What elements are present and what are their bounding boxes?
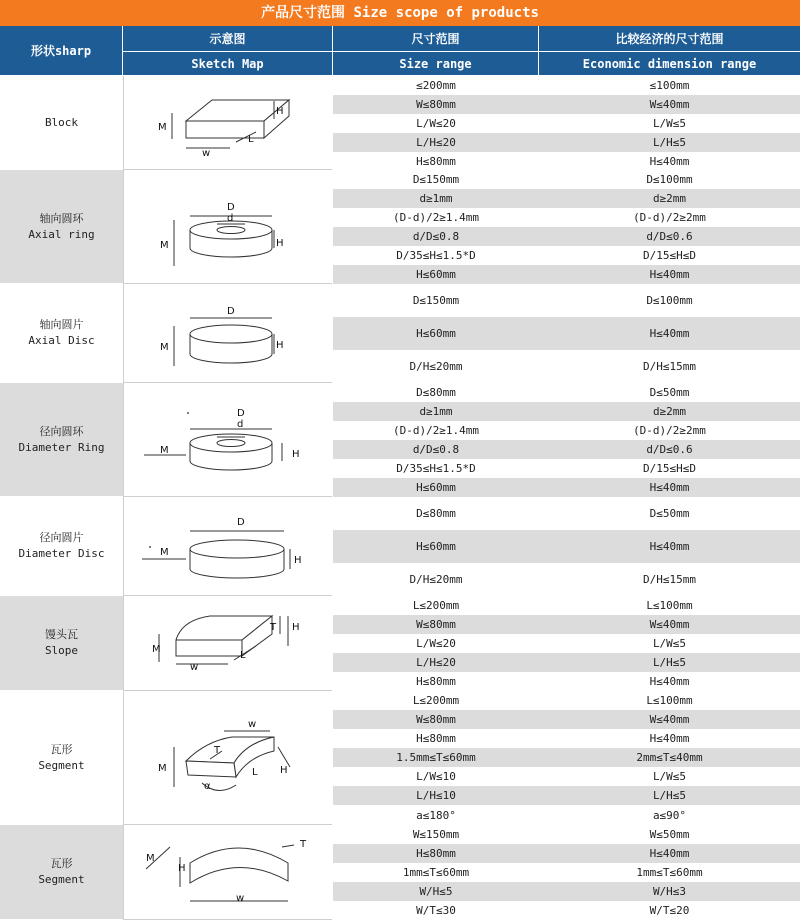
sketch-label-d-outer: D — [237, 408, 245, 419]
economic-range-cell: D/H≤15mm — [539, 350, 800, 383]
size-range-cell: L/W≤20 — [333, 114, 539, 133]
size-range-cell: d/D≤0.8 — [333, 440, 539, 459]
size-range-cell: W≤80mm — [333, 615, 539, 634]
shape-name-en: Block — [44, 115, 79, 129]
header-shape: 形状sharp — [0, 26, 123, 76]
shape-name-cell — [0, 76, 123, 170]
header-sketch-en: Sketch Map — [123, 52, 333, 76]
sketch-label-l: L — [240, 650, 246, 661]
sketch-label-l: L — [248, 134, 254, 145]
sketch-cell — [123, 825, 332, 920]
economic-range-cell: (D-d)/2≥2mm — [539, 421, 800, 440]
size-range-cell: L≤200mm — [333, 596, 539, 615]
economic-range-cell: L≤100mm — [539, 596, 800, 615]
economic-range-cell: H≤40mm — [539, 265, 800, 284]
header-sketch-cn: 示意图 — [123, 26, 333, 52]
economic-range-cell: H≤40mm — [539, 844, 800, 863]
sketch-label-h: H — [294, 555, 302, 566]
sketch-label-d-inner: d — [237, 419, 244, 430]
shape-name-cell — [0, 284, 123, 383]
shape-name-en: Diameter Ring — [18, 440, 105, 454]
economic-range-cell: W/H≤3 — [539, 882, 800, 901]
economic-range-cell: H≤40mm — [539, 672, 800, 691]
sketch-label-h: H — [292, 622, 300, 633]
economic-range-cell: H≤40mm — [539, 478, 800, 497]
shape-name-en: Axial ring — [28, 227, 95, 241]
size-range-cell: D/H≤20mm — [333, 350, 539, 383]
sketch-label-m: M — [160, 240, 169, 251]
page-title: 产品尺寸范围 Size scope of products — [0, 0, 800, 26]
size-range-cell: W≤80mm — [333, 710, 539, 729]
economic-range-cell: L/H≤5 — [539, 786, 800, 805]
sketch-cell — [123, 76, 332, 170]
economic-range-cell: L/H≤5 — [539, 653, 800, 672]
segment-sketch — [124, 691, 333, 825]
economic-range-cell: W≤40mm — [539, 95, 800, 114]
shape-name-cell — [0, 596, 123, 691]
economic-range-cell: W/T≤20 — [539, 901, 800, 920]
shape-name-cn: 馒头瓦 — [45, 628, 78, 641]
economic-range-cell: d/D≤0.6 — [539, 440, 800, 459]
size-range-cell: (D-d)/2≥1.4mm — [333, 208, 539, 227]
sketch-label-h: H — [276, 238, 284, 249]
shape-name-cn: 径向圆片 — [39, 531, 84, 544]
sketch-cell — [123, 284, 332, 383]
size-range-cell: d≥1mm — [333, 402, 539, 421]
sketch-label-w: w — [202, 148, 211, 159]
sketch-cell — [123, 497, 332, 596]
size-range-cell: H≤60mm — [333, 317, 539, 350]
economic-range-cell: W≤40mm — [539, 710, 800, 729]
size-range-cell: W≤150mm — [333, 825, 539, 844]
slope-sketch — [124, 596, 333, 691]
sketch-label-w: w — [248, 719, 257, 730]
economic-range-cell: W≤40mm — [539, 615, 800, 634]
size-range-cell: ≤200mm — [333, 76, 539, 95]
sketch-label-t: T — [214, 745, 221, 756]
size-range-cell: (D-d)/2≥1.4mm — [333, 421, 539, 440]
shape-name-cn: 径向圆环 — [39, 424, 84, 438]
sketch-label-d-outer: D — [227, 202, 235, 213]
size-range-cell: 1.5mm≤T≤60mm — [333, 748, 539, 767]
economic-range-cell: H≤40mm — [539, 729, 800, 748]
economic-range-cell: W≤50mm — [539, 825, 800, 844]
economic-range-cell: D≤100mm — [539, 170, 800, 189]
economic-range-cell: (D-d)/2≥2mm — [539, 208, 800, 227]
size-range-cell: L/W≤10 — [333, 767, 539, 786]
header-econ-en: Economic dimension range — [539, 52, 800, 76]
economic-range-cell: 1mm≤T≤60mm — [539, 863, 800, 882]
economic-range-cell: L/W≤5 — [539, 634, 800, 653]
economic-range-cell: D/H≤15mm — [539, 563, 800, 596]
block-sketch — [124, 76, 333, 170]
size-range-cell: W/T≤30 — [333, 901, 539, 920]
sketch-label-h: H — [276, 106, 284, 117]
header-size-en: Size range — [333, 52, 539, 76]
economic-range-cell: H≤40mm — [539, 530, 800, 563]
size-range-cell: d≥1mm — [333, 189, 539, 208]
sketch-cell — [123, 596, 332, 691]
shape-name-en: Segment — [38, 873, 85, 886]
axial-disc-sketch — [124, 284, 333, 383]
sketch-label-m: M — [160, 342, 169, 353]
economic-range-cell: d/D≤0.6 — [539, 227, 800, 246]
economic-range-cell: ≤100mm — [539, 76, 800, 95]
header-econ-cn: 比较经济的尺寸范围 — [539, 26, 800, 52]
shape-name-cell — [0, 170, 123, 284]
sketch-label-t: T — [270, 622, 277, 633]
economic-range-cell: L/H≤5 — [539, 133, 800, 152]
diameter-ring-sketch — [124, 383, 333, 497]
size-range-cell: H≤60mm — [333, 478, 539, 497]
sketch-label-l: L — [252, 767, 258, 778]
sketch-label-m: M — [160, 547, 169, 558]
size-range-cell: H≤60mm — [333, 530, 539, 563]
sketch-label-t: T — [300, 839, 307, 850]
size-range-cell: D≤80mm — [333, 497, 539, 530]
shape-name-en: Diameter Disc — [18, 547, 105, 560]
economic-range-cell: D/15≤H≤D — [539, 459, 800, 478]
economic-range-cell: d≥2mm — [539, 402, 800, 421]
segment-arc-sketch — [124, 825, 333, 919]
sketch-label-a: α — [204, 781, 211, 792]
axial-ring-sketch — [124, 170, 333, 284]
shape-name-cell — [0, 691, 123, 825]
shape-name-en: Axial Disc — [28, 334, 95, 347]
shape-name-en: Slope — [44, 644, 79, 657]
size-range-cell: H≤80mm — [333, 844, 539, 863]
shape-name-cn: 瓦形 — [50, 742, 73, 756]
shape-name-cell — [0, 825, 123, 920]
shape-name-cn: 瓦形 — [50, 857, 73, 870]
economic-range-cell: D/15≤H≤D — [539, 246, 800, 265]
economic-range-cell: 2mm≤T≤40mm — [539, 748, 800, 767]
economic-range-cell: D≤100mm — [539, 284, 800, 317]
size-range-cell: H≤60mm — [333, 265, 539, 284]
size-range-cell: L/H≤20 — [333, 653, 539, 672]
sketch-label-h: H — [292, 449, 300, 460]
sketch-label-d: D — [227, 306, 235, 317]
size-range-cell: W≤80mm — [333, 95, 539, 114]
shape-name-cn: 轴向圆片 — [39, 318, 84, 331]
economic-range-cell: H≤40mm — [539, 152, 800, 170]
size-range-cell: L/H≤10 — [333, 786, 539, 805]
diameter-disc-sketch — [124, 497, 333, 596]
sketch-cell — [123, 170, 332, 284]
size-range-cell: H≤80mm — [333, 672, 539, 691]
sketch-label-h: H — [178, 863, 186, 874]
sketch-label-w: w — [236, 893, 245, 904]
size-range-cell: D/35≤H≤1.5*D — [333, 246, 539, 265]
sketch-cell — [123, 383, 332, 497]
sketch-label-m: M — [158, 763, 167, 774]
sketch-label-d-inner: d — [227, 213, 234, 224]
sketch-label-m: M — [146, 853, 155, 864]
economic-range-cell: D≤50mm — [539, 497, 800, 530]
sketch-label-d: D — [237, 517, 245, 528]
size-range-cell: d/D≤0.8 — [333, 227, 539, 246]
size-range-cell: L/H≤20 — [333, 133, 539, 152]
sketch-cell — [123, 691, 332, 825]
header-size-cn: 尺寸范围 — [333, 26, 539, 52]
economic-range-cell: L≤100mm — [539, 691, 800, 710]
economic-range-cell: L/W≤5 — [539, 767, 800, 786]
shape-name-cell — [0, 497, 123, 596]
size-range-cell: D/35≤H≤1.5*D — [333, 459, 539, 478]
size-range-cell: D≤150mm — [333, 284, 539, 317]
economic-range-cell: a≤90° — [539, 805, 800, 825]
size-range-cell: H≤80mm — [333, 729, 539, 748]
size-range-cell: L≤200mm — [333, 691, 539, 710]
sketch-label-m: M — [152, 644, 161, 655]
sketch-label-h: H — [280, 765, 288, 776]
sketch-label-m: M — [160, 445, 169, 456]
economic-range-cell: L/W≤5 — [539, 114, 800, 133]
size-range-cell: L/W≤20 — [333, 634, 539, 653]
sketch-label-h: H — [276, 340, 284, 351]
economic-range-cell: D≤50mm — [539, 383, 800, 402]
size-range-cell: 1mm≤T≤60mm — [333, 863, 539, 882]
size-range-cell: a≤180° — [333, 805, 539, 825]
size-range-cell: D/H≤20mm — [333, 563, 539, 596]
sketch-label-w: w — [190, 662, 199, 673]
shape-name-en: Segment — [38, 758, 85, 772]
size-range-cell: D≤80mm — [333, 383, 539, 402]
economic-range-cell: d≥2mm — [539, 189, 800, 208]
economic-range-cell: H≤40mm — [539, 317, 800, 350]
size-range-cell: W/H≤5 — [333, 882, 539, 901]
shape-name-cell — [0, 383, 123, 497]
size-range-cell: H≤80mm — [333, 152, 539, 170]
size-range-cell: D≤150mm — [333, 170, 539, 189]
sketch-label-m: M — [158, 122, 167, 133]
shape-name-cn: 轴向圆环 — [39, 211, 84, 225]
